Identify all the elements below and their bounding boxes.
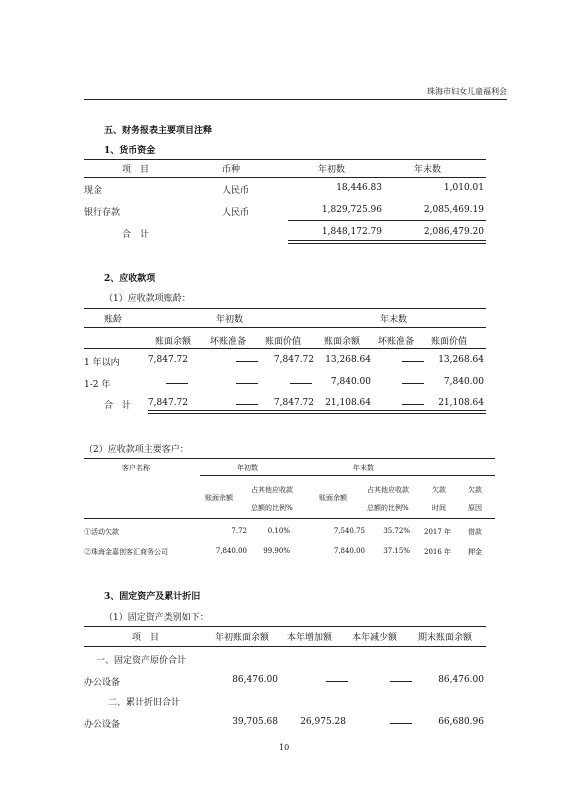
age-row-cell: 7,840.00 [443, 377, 484, 387]
cash-row-end: 1,010.01 [443, 183, 484, 193]
cash-total-label: 合 计 [122, 230, 150, 240]
fa-row-cell: 86,476.00 [232, 675, 278, 685]
fa-row-cell: 26,975.28 [300, 717, 346, 727]
dash-mark [402, 361, 424, 362]
fa-row-cell: 86,476.00 [438, 675, 484, 685]
cust-col-reason: 欠款 [468, 486, 482, 494]
age-row-cell: 13,268.64 [438, 355, 484, 365]
cash-row-end: 2,085,469.19 [423, 205, 484, 215]
age-row-cell: 13,268.64 [325, 355, 371, 365]
age-total-cell: 21,108.64 [438, 398, 484, 408]
cust-col-ratio: 占其他应收款 [367, 486, 409, 494]
cust-col-ratio: 总额的比例% [367, 504, 409, 512]
fa-header: 本年减少额 [352, 633, 398, 643]
dash-mark [236, 383, 258, 384]
fa-header: 本年增加额 [287, 633, 333, 643]
age-col-header: 坏账准备 [210, 337, 247, 347]
cust-group-rule [200, 475, 495, 476]
cash-row-item: 现金 [84, 186, 103, 196]
receivables-sub2: （2）应收款项主要客户： [84, 445, 189, 455]
cust-top-rule [84, 458, 495, 459]
cust-row-cell: 37.15% [383, 547, 410, 555]
receivables-title: 2、应收款项 [104, 274, 156, 284]
fa-header: 项 目 [132, 633, 160, 643]
fixed-assets-sub1: （1）固定资产类别如下： [104, 613, 209, 623]
cust-group-end: 年末数 [353, 464, 374, 472]
cust-row-name: ①活动欠款 [84, 528, 119, 536]
dash-mark [402, 404, 424, 405]
fixed-assets-title: 3、固定资产及累计折旧 [104, 592, 201, 602]
age-total-cell: 7,847.72 [273, 398, 314, 408]
cash-header-end: 年末数 [414, 165, 442, 175]
age-header: 账龄 [104, 315, 123, 325]
age-col-header: 账面余额 [324, 337, 361, 347]
cust-row-cell: 99.90% [263, 547, 290, 555]
age-group-rule [84, 327, 486, 328]
cust-row-cell: 7,840.00 [215, 547, 247, 555]
cash-total-double-rule [288, 240, 486, 244]
dash-mark [236, 404, 258, 405]
cash-title: 1、货币资金 [104, 146, 156, 156]
cash-subtotal-rule [288, 220, 486, 221]
age-row-cell: 7,840.00 [330, 377, 371, 387]
fa-row-cell: 39,705.68 [232, 717, 278, 727]
cash-row-begin: 18,446.83 [336, 183, 382, 193]
cust-row-cell: 7.72 [231, 527, 247, 535]
cash-row-item: 银行存款 [84, 208, 121, 218]
dash-mark [326, 681, 348, 682]
age-row-label: 1 年以内 [84, 358, 120, 368]
cash-row-begin: 1,829,725.96 [321, 205, 382, 215]
age-total-double-rule [148, 410, 486, 414]
age-total-label: 合 计 [104, 401, 132, 411]
cust-col-time: 时间 [432, 504, 446, 512]
page-number: 10 [279, 743, 290, 752]
cust-row-cell: 2017 年 [424, 528, 452, 536]
fa-header-rule [84, 646, 486, 647]
cust-group-begin: 年初数 [237, 464, 258, 472]
fa-group-label: 二、累计折旧合计 [108, 698, 181, 708]
age-row-cell: 7,847.72 [147, 355, 188, 365]
cash-total-begin: 1,848,172.79 [321, 227, 382, 237]
cust-row-cell: 0.10% [267, 527, 290, 535]
cust-row-cell: 借款 [468, 528, 482, 536]
cust-row-cell: 2016 年 [424, 548, 452, 556]
age-total-cell: 7,847.72 [147, 398, 188, 408]
cust-row-cell: 7,840.00 [333, 547, 365, 555]
age-header-rule [84, 348, 486, 349]
dash-mark [390, 723, 412, 724]
fa-row-item: 办公设备 [84, 678, 121, 688]
cust-col-ratio: 占其他应收款 [251, 486, 293, 494]
fa-row-cell: 66,680.96 [438, 717, 484, 727]
age-group-end: 年末数 [380, 315, 408, 325]
cust-row-cell: 35.72% [383, 527, 410, 535]
age-col-header: 账面价值 [265, 337, 302, 347]
age-col-header: 账面价值 [431, 337, 468, 347]
dash-mark [290, 383, 312, 384]
cust-col-time: 欠款 [432, 486, 446, 494]
age-group-begin: 年初数 [216, 315, 244, 325]
cash-header-item: 项 目 [122, 165, 150, 175]
cust-header-rule [84, 518, 495, 519]
dash-mark [166, 383, 188, 384]
fa-top-rule [84, 626, 486, 627]
cust-header: 客户名称 [122, 464, 150, 472]
cust-col-reason: 原因 [468, 504, 482, 512]
age-row-cell: 7,847.72 [273, 355, 314, 365]
header-rule [84, 99, 507, 100]
age-col-header: 账面余额 [155, 337, 192, 347]
receivables-sub1: （1）应收款项账龄： [104, 294, 191, 304]
cust-col-ratio: 总额的比例% [251, 504, 293, 512]
cash-header-currency: 币种 [222, 165, 241, 175]
section-title: 五、财务报表主要项目注释 [104, 126, 213, 136]
fa-row-item: 办公设备 [84, 720, 121, 730]
cust-row-cell: 7,540.75 [333, 527, 365, 535]
cust-row-name: ②珠海金嘉创客汇商务公司 [84, 548, 168, 556]
cash-total-end: 2,086,479.20 [423, 227, 484, 237]
cash-top-rule [84, 159, 486, 160]
cash-header-begin: 年初数 [318, 165, 346, 175]
cash-header-rule [84, 177, 486, 178]
cust-col-bal: 账面余额 [319, 494, 347, 502]
dash-mark [402, 383, 424, 384]
cash-row-currency: 人民币 [222, 208, 250, 218]
age-row-label: 1-2 年 [84, 380, 111, 390]
cust-col-bal: 账面余额 [205, 494, 233, 502]
dash-mark [390, 681, 412, 682]
fa-header: 期末账面余额 [418, 633, 473, 643]
age-col-header: 坏账准备 [378, 337, 415, 347]
age-total-cell: 21,108.64 [325, 398, 371, 408]
age-top-rule [84, 308, 486, 309]
cust-row-cell: 押金 [468, 548, 482, 556]
fa-group-label: 一、固定资产原价合计 [96, 656, 187, 666]
header-org: 珠海市妇女儿童福利会 [427, 87, 507, 96]
fa-header: 年初账面余额 [215, 633, 270, 643]
dash-mark [236, 361, 258, 362]
cash-row-currency: 人民币 [222, 186, 250, 196]
